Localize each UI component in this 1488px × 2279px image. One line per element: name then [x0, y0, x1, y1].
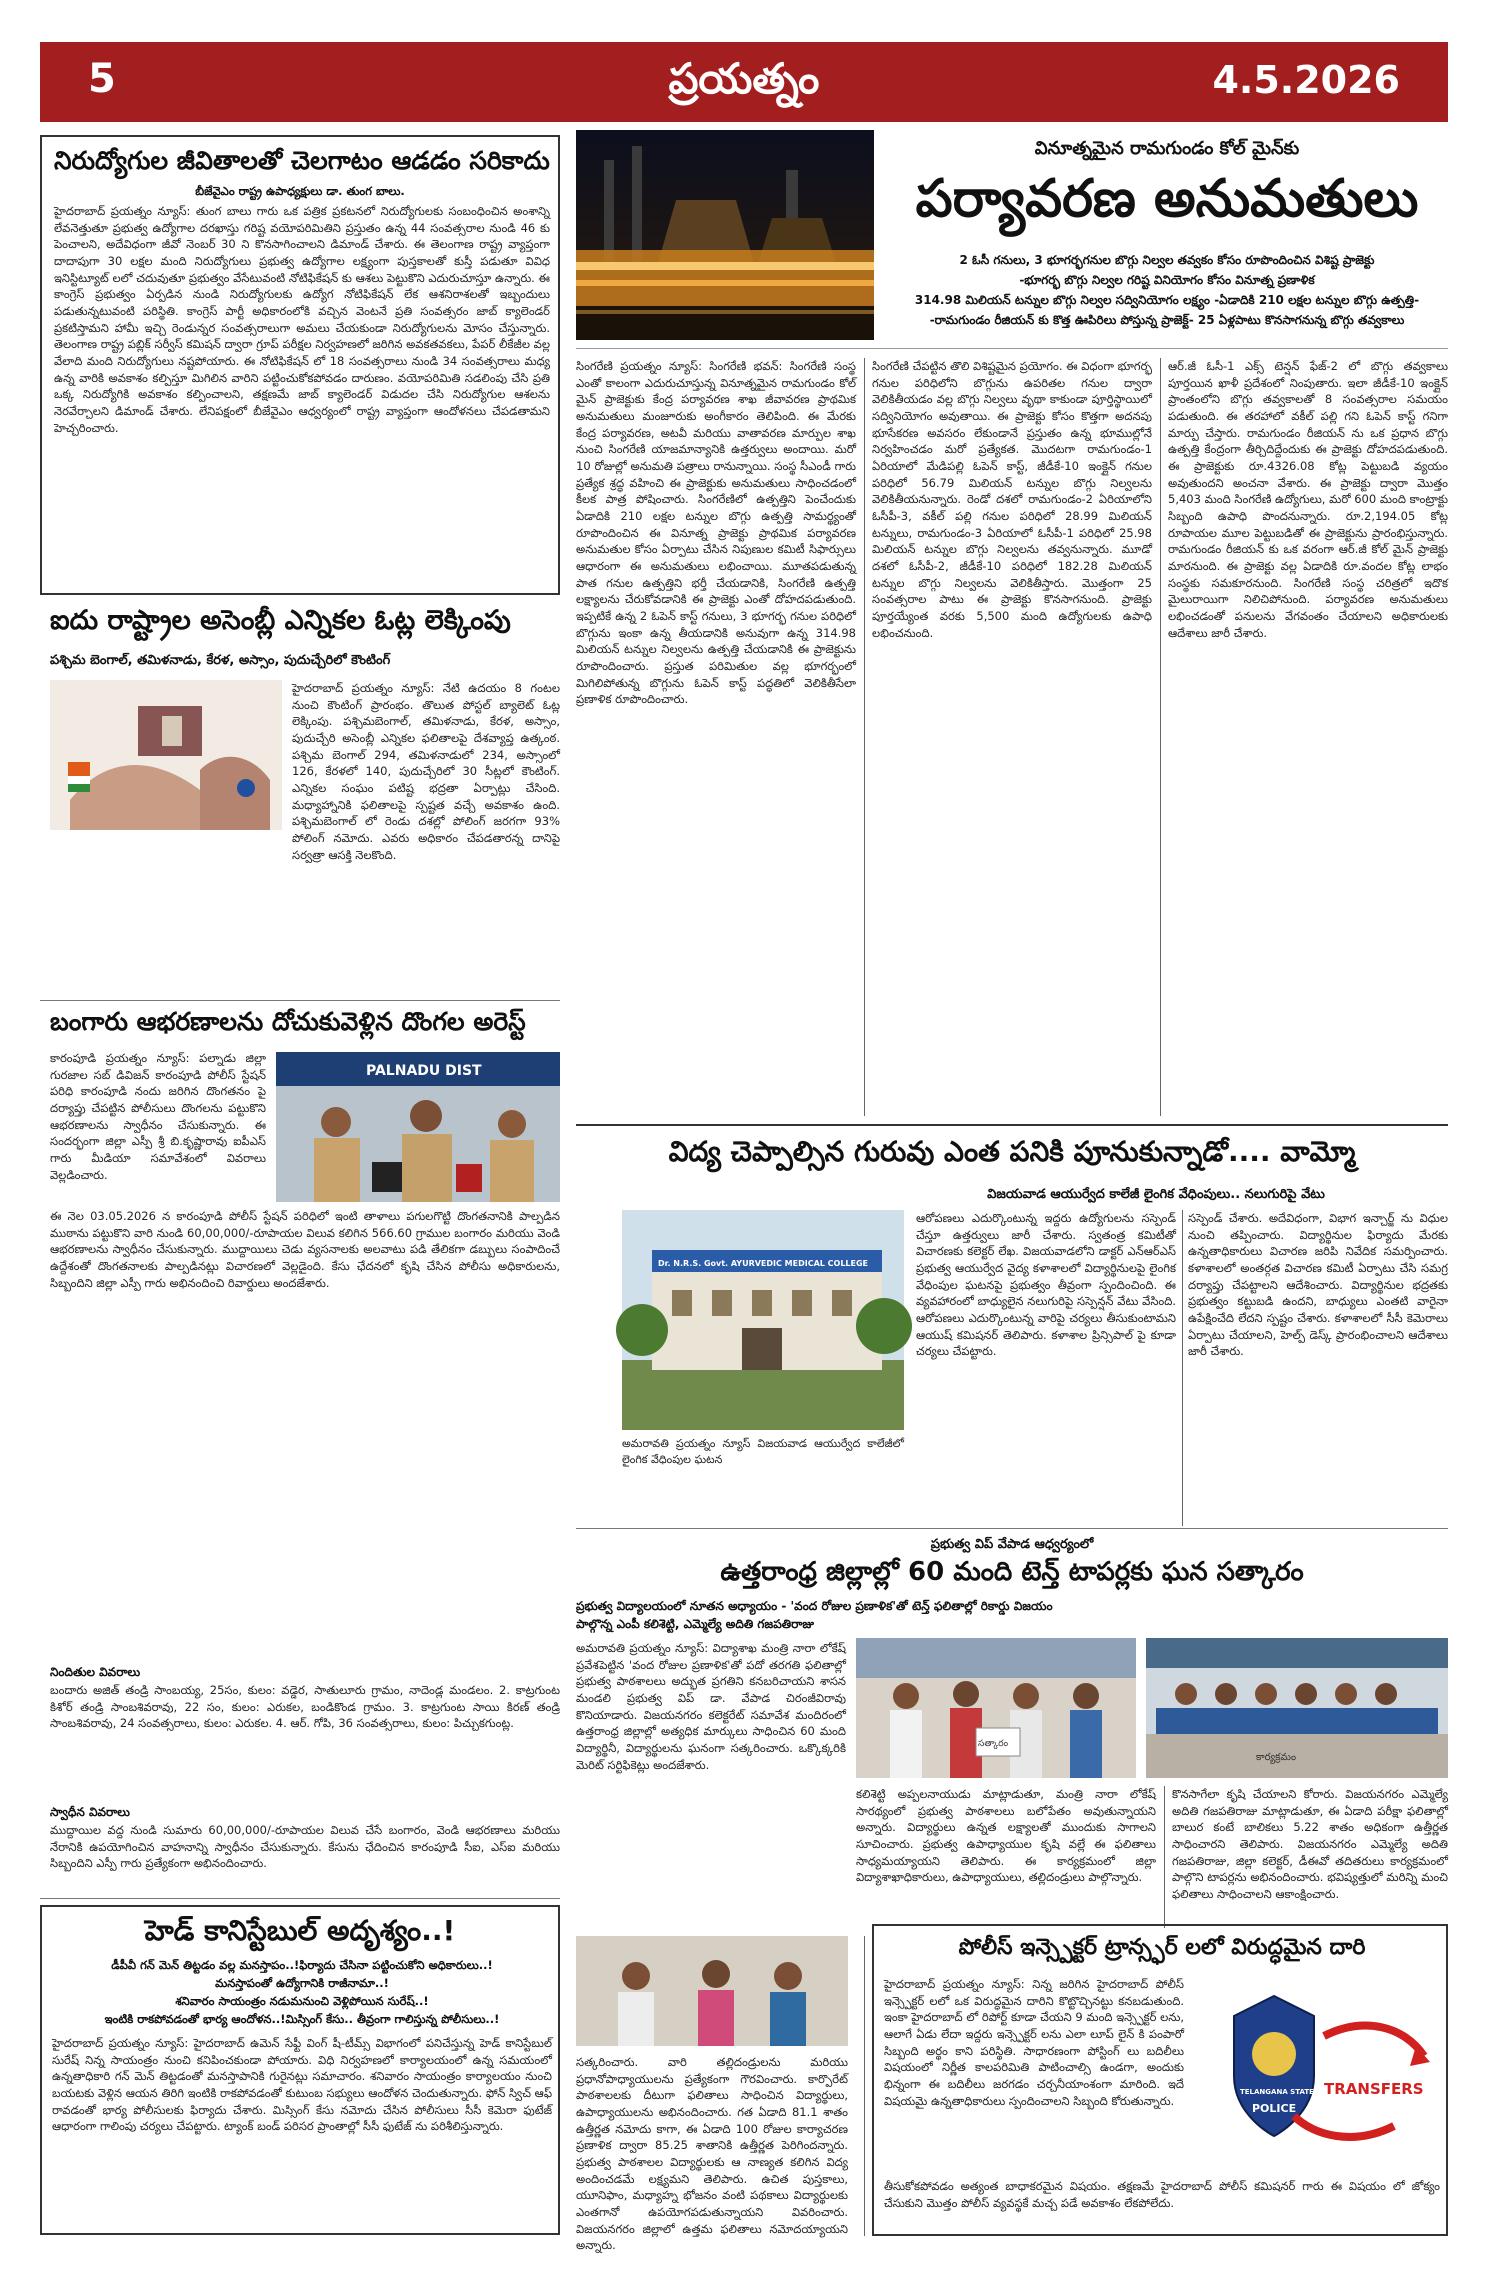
- transfers-tail: తీసుకోకపోవడం అత్యంత బాధాకరమైన విషయం. తక్షణమే హైదరాబాద్ పోలీస్ కమిషనర్ గారు ఈ విషయం లో జోక్యం చేసుకుని మొత్తం పోలీస్ వ్యవస్థకే మచ్చ పడే అవకాశం లేకపోలేదు.: [884, 2179, 1440, 2210]
- transfers-graphic-text: TRANSFERS: [1324, 2080, 1424, 2098]
- police-logo-state-text: TELANGANA STATE: [1240, 2088, 1314, 2096]
- toppers-deck2: పాల్గొన్న ఎంపీ కలిశెట్టి, ఎమ్మెల్యే అదితి గజపతిరాజు: [576, 1617, 814, 1631]
- column-rule: [864, 1936, 865, 2236]
- article-teacher-harassment: [576, 1130, 1448, 1530]
- coal-col1: సింగరేణి ప్రయత్నం న్యూస్: సింగరేణి భవన్: సింగరేణి సంస్థ ఎంతో కాలంగా ఎదురుచూస్తున్న వినూత్నమైన రామగుండం కోల్ మైన్ ప్రాజెక్టుకు కేంద్ర పర్యావరణ శాఖ జీవావరణ ప్రాథమిక అనుమతులు మంజూరుకు అంగీకారం తెలిపింది. ఈ మేరకు కేంద్ర పర్యావరణ, అటవీ మరియు వాతావరణ మార్పుల శాఖ నుంచి సింగరేణి యాజమాన్యానికి ఉత్తర్వులు అందాయి. మరో 10 రోజుల్లో అనుమతి పత్రాలు రానున్నాయి. సంస్థ సీఎండీ గారు ప్రత్యేక శ్రద్ధ వహించి ఈ ప్రాజెక్టుకు అనుమతులు సాధించడంలో కీలక పాత్ర పోషించారు. సింగరేణిలో ఉత్పత్తిని పెంచేందుకు ఏడాదికి 210 లక్షల టన్నుల బొగ్గు ఉత్పత్తి సామర్థ్యంతో రూపొందించిన ఈ వినూత్న ప్రాజెక్టు ప్రాథమిక పర్యావరణ అనుమతుల కోసం ఏర్పాటు చేసిన నిపుణుల కమిటీ సిఫార్సులు ఆధారంగా ఈ అనుమతులు లభించాయి. మూతపడుతున్న పాత గనుల ఉత్పత్తిని భర్తీ చేయడానికి, సింగరేణి ఉత్పత్తి లక్ష్యాలను చేరుకోవడానికి ఈ ప్రాజెక్టు ఎంతో దోహదపడుతుంది. ఇప్పటికే ఉన్న 2 ఓపెన్ కాస్ట్ గనులు, 3 భూగర్భ గనుల పరిధిలో బొగ్గును ఇంకా ఉన్న తీయడానికి అనువుగా ఉన్న 314.98 మిలియన్ టన్నుల నిల్వలను ఉత్పత్తి చేయడానికి ఈ ప్రాజెక్టును రూపొందించారు. ప్రస్తుత పరిమితుల వల్ల భూగర్భంలో మిగిలిపోతున్న బొగ్గును ఓపెన్ కాస్ట్ పద్ధతిలో వెలికితీసేలా ప్రణాళిక రూపొందించారు.: [576, 359, 856, 707]
- felicitation-photo-1: [856, 1638, 1136, 1778]
- article-elections-subtitle: పశ్చిమ బెంగాల్, తమిళనాడు, కేరళ, అస్సాం, పుదుచ్చేరిలో కౌంటింగ్: [50, 653, 391, 668]
- divider: [40, 1000, 560, 1001]
- divider: [40, 1898, 560, 1899]
- article-elections-body: హైదరాబాద్ ప్రయత్నం న్యూస్: నేటి ఉదయం 8 గంటల నుంచి కౌంటింగ్ ప్రారంభం. తొలుత పోస్టల్ బ్యాలెట్ ఓట్ల లెక్కింపు. పశ్చిమబెంగాల్, తమిళనాడు, కేరళ, అస్సాం, పుదుచ్చేరి అసెంబ్లీ ఎన్నికల ఫలితాలపై దేశవ్యాప్త ఉత్కంఠ. పశ్చిమ బెంగాల్ 294, తమిళనాడులో 234, అస్సాంలో 126, కేరళలో 140, పుదుచ్చేరిలో 30 సీట్లలో కౌంటింగ్. ఎన్నికల సంఘం పటిష్ట భద్రతా ఏర్పాట్లు చేసింది. మధ్యాహ్నానికి ఫలితాలపై స్పష్టత వచ్చే అవకాశం ఉంది. పశ్చిమబెంగాల్ లో రెండు దశల్లో పోలింగ్ జరగగా 93% పోలింగ్ నమోదు. ఎవరు అధికారం చేపడతారన్న దానిపై సర్వత్రా ఆసక్తి నెలకొంది.: [292, 681, 560, 862]
- coal-deck2: -భూగర్భ బొగ్గు నిల్వల గరిష్ట వినియోగం కోసం వినూత్న ప్రణాళిక: [1019, 273, 1315, 287]
- felicitation-photo-2-label: కార్యక్రమం: [1256, 1752, 1297, 1763]
- issue-date: 4.5.2026: [1212, 58, 1400, 102]
- police-logo-text: POLICE: [1252, 2102, 1297, 2115]
- accused-details: బందారు అజిత్ తండ్రి సాంబయ్య, 25సం, కులం: వడ్డెర, సాతులూరు గ్రామం, నాదెండ్ల మండలం. 2. కాట్రగుంట కిశోర్ తండ్రి సాంబశివరావు, 22 సం, కులం: ఎరుకల, బండికొండ గ్రామం. 3. కాట్రగుంట సాయి కిరణ్ తండ్రి సాంబశివరావు, 24 సంవత్సరాలు, కులం: ఎరుకల. 4. ఆర్. గోపి, 36 సంవత్సరాలు, కులం: పిచ్చుకగుంట్ల.: [50, 1683, 560, 1731]
- article-theft-body1: కారంపూడి ప్రయత్నం న్యూస్: పల్నాడు జిల్లా గురజాల సబ్ డివిజన్ కారంపూడి పోలీస్ స్టేషన్ పరిధి కారంపూడి నందు జరిగిన దొంగతనం పై దర్యాప్తు చేపట్టిన పోలీసులు దొంగలను పట్టుకొని ఆభరణాలను స్వాధీనం చేసుకున్నారు. ఈ సందర్భంగా జిల్లా ఎస్పీ శ్రీ బి.కృష్ణారావు ఐపీఎస్ గారు మీడియా సమావేశంలో వివరాలు వెల్లడించారు.: [50, 1051, 266, 1182]
- toppers-continued-text: సత్కరించారు. వారి తల్లిదండ్రులను మరియు ప్రధానోపాధ్యాయులను ప్రత్యేకంగా గౌరవించారు. కార్పొరేట్ పాఠశాలలకు దీటుగా ఫలితాలు సాధించిన విద్యార్థులు, ఉపాధ్యాయులను అభినందించారు. గత ఏడాది 81.1 శాతం ఉత్తీర్ణత నమోదు కాగా, ఈ ఏడాది 100 రోజుల కార్యాచరణ ప్రణాళిక ద్వారా 85.25 శాతానికి ఉత్తీర్ణత పెరిగిందన్నారు. ప్రభుత్వ పాఠశాలల విద్యార్థులకు ఆ నాణ్యత కలిగిన విద్య అందించడమే లక్ష్యమని తెలిపారు. ఉచిత పుస్తకాలు, యూనిఫాం, మధ్యాహ్న భోజనం వంటి పథకాలు విద్యార్థులకు ఎంతగానో ఉపయోగపడుతున్నాయని వివరించారు. విజయనగరం జిల్లాలో ఉత్తమ ఫలితాలు నమోదయ్యాయని అన్నారు.: [576, 2055, 848, 2253]
- harassment-col1: ఆరోపణలు ఎదుర్కొంటున్న ఇద్దరు ఉద్యోగులను సస్పెండ్ చేస్తూ ఉత్తర్వులు జారీ చేశారు. స్వతంత్ర కమిటీతో విచారణకు కలెక్టర్ లేఖ. విజయవాడలోని డాక్టర్ ఎన్ఆర్ఎస్ ప్రభుత్వ ఆయుర్వేద వైద్య కళాశాలలో విద్యార్థినులపై లైంగిక వేధింపుల ఘటనపై ప్రభుత్వం తీవ్రంగా స్పందించింది. ఈ వ్యవహారంలో బాధ్యులైన నలుగురిపై సస్పెన్షన్ వేటు వేసింది. ఆరోపణలు ఎదుర్కొంటున్న వారిపై చర్యలు తీసుకుంటామని ఆయుష్ కమిషనర్ తెలిపారు. కళాశాల ప్రిన్సిపాల్ పై కూడా చర్యలు చేపట్టారు.: [916, 1211, 1176, 1359]
- toppers-col3: కొనసాగేలా కృషి చేయాలని కోరారు. విజయనగరం ఎమ్మెల్యే అదితి గజపతిరాజు మాట్లాడుతూ, ఈ ఏడాది పరీక్షా ఫలితాల్లో బాలుర కంటే బాలికలు 5.22 శాతం అధికంగా ఉత్తీర్ణత సాధించారని తెలిపారు. విజయనగరం ఎమ్మెల్యే అదితి గజపతిరాజు, జిల్లా కలెక్టర్, డీఈవో తదితరులు కార్యక్రమంలో పాల్గొని టాపర్లను అభినందించారు. భవిష్యత్తులో మరిన్ని మంచి ఫలితాలు సాధించాలని ఆకాంక్షించారు.: [1172, 1787, 1448, 1902]
- article-tenth-toppers: [576, 1532, 1448, 1932]
- article-unemployed: [40, 135, 560, 595]
- coal-title: పర్యావరణ అనుమతులు: [915, 169, 1419, 229]
- recovery-title: స్వాధీన వివరాలు: [50, 1805, 130, 1819]
- coal-deck3: 314.98 మిలియన్ టన్నుల బొగ్గు నిల్వల సద్వినియోగం లక్ష్యం -ఏడాదికి 210 లక్షల టన్నుల బొగ్గు ఉత్పత్తి-: [914, 293, 1420, 307]
- article-theft-title: బంగారు ఆభరణాలను దోచుకువెళ్లిన దొంగల అరెస్ట్: [50, 1007, 526, 1036]
- article-theft-body2: ఈ నెల 03.05.2026 న కారంపూడి పోలీస్ స్టేషన్ పరిధిలో ఇంటి తాళాలు పగులగొట్టి దొంగతనానికి పాల్పడిన ముఠాను పట్టుకొని వారి నుండి 60,00,000/-రూపాయల విలువ కలిగిన 566.60 గ్రాముల బంగారం మరియు వెండి ఆభరణాలను స్వాధీనం చేసుకున్నారు. ముద్దాయిలు చెడు వ్యసనాలకు అలవాటు పడి తేలికగా డబ్బులు సంపాదించే ఉద్దేశంతో దొంగతనాలకు పాల్పడినట్లు విచారణలో వెల్లడైంది. కేసు ఛేదనలో కృషి చేసిన పోలీసు అధికారులను, సిబ్బందిని జిల్లా ఎస్పీ గారు అభినందించి రివార్డులు అందజేశారు.: [50, 1209, 560, 1290]
- transfers-title: పోలీస్ ఇన్స్పెక్టర్ ట్రాన్స్ఫర్ లలో విరుద్ధమైన దారి: [958, 1935, 1366, 1960]
- missing-deck3: శనివారం సాయంత్రం నడుమనుంచి వెళ్లిపోయిన సురేష్..!: [175, 1994, 429, 2008]
- toppers-title: ఉత్తరాంధ్ర జిల్లాల్లో 60 మంది టెన్త్ టాపర్లకు ఘన సత్కారం: [720, 1557, 1304, 1587]
- newspaper-name: ప్రయత్నం: [668, 54, 820, 103]
- divider: [576, 348, 1448, 349]
- missing-deck4: ఇంటికి రాకపోవడంతో భార్య ఆందోళన..!మిస్సింగ్ కేసు.. తీవ్రంగా గాలిస్తున్న పోలీసులు..!: [104, 2012, 500, 2026]
- coal-col2: సింగరేణి చేపట్టిన తొలి విశిష్టమైన ప్రయోగం. ఈ విధంగా భూగర్భ గనుల పరిధిలోని బొగ్గును ఉపరితల గనుల ద్వారా వెలికితీయడం వల్ల బొగ్గు నిల్వలు వృథా కాకుండా పూర్తిస్థాయిలో సద్వినియోగం అవుతాయి. ఈ ప్రాజెక్టు కోసం కొత్తగా అదనపు భూసేకరణ అవసరం లేకుండానే ప్రస్తుతం ఉన్న భూముల్లోనే నిర్వహించడం మరో ప్రత్యేకత. మొదటగా రామగుండం-1 ఏరియాలో మేడిపల్లి ఓపెన్ కాస్ట్, జీడీకే-10 ఇంక్లైన్ గనుల పరిధిలో 56.79 మిలియన్ టన్నుల బొగ్గు నిల్వలను వెలికితీయనున్నారు. రెండో దశలో రామగుండం-2 ఏరియాలోని ఓసీపీ-3, వకీల్ పల్లి గనుల పరిధిలో 28.99 మిలియన్ టన్నులు, రామగుండం-3 ఏరియాలో ఓసీపీ-1 పరిధిలో 25.98 మిలియన్ టన్నుల బొగ్గు నిల్వలను తవ్వనున్నారు. మూడో దశలో ఓసీపీ-2, జీడీకే-10 పరిధిలో 182.28 మిలియన్ టన్నుల బొగ్గు నిల్వలను వెలికితీస్తారు. మొత్తంగా 25 సంవత్సరాల పాటు ఈ ప్రాజెక్టు కొనసాగనుంది. ప్రాజెక్టు పూర్తయ్యేంత వరకు 5,500 మంది ఉద్యోగులకు ఉపాధి లభించనుంది.: [872, 359, 1152, 640]
- article-elections-title: ఐదు రాష్ట్రాల అసెంబ్లీ ఎన్నికల ఓట్ల లెక్కింపు: [50, 605, 511, 636]
- masthead: [40, 42, 1448, 122]
- toppers-col2: కలిశెట్టి అప్పలనాయుడు మాట్లాడుతూ, మంత్రి నారా లోకేష్ సారథ్యంలో ప్రభుత్వ పాఠశాలలు బలోపేతం అవుతున్నాయని అన్నారు. విద్యార్థులు ఉన్నత లక్ష్యాలతో ముందుకు సాగాలని సూచించారు. ప్రభుత్వ ఉపాధ్యాయుల కృషి వల్లే ఈ ఫలితాలు సాధ్యమయ్యాయని తెలిపారు. ఈ కార్యక్రమంలో జిల్లా విద్యాశాఖాధికారులు, ఉపాధ్యాయులు, తల్లిదండ్రులు పాల్గొన్నారు.: [856, 1787, 1156, 1885]
- power-plant-photo: [576, 130, 874, 340]
- article-missing-constable: [40, 1905, 560, 2235]
- article-police-transfers: [872, 1924, 1448, 2236]
- article-coal-mine: [576, 130, 1448, 1120]
- divider: [576, 1528, 1448, 1529]
- coal-col3: ఆర్.జీ ఓసీ-1 ఎక్స్ టెన్షన్ ఫేజ్-2 లో బొగ్గు తవ్వకాలు పూర్తయిన ఖాళీ ప్రదేశంలో నింపుతారు. ఇలా జీడీకే-10 ఇంక్లైన్ ప్రాంతంలోని బొగ్గు తవ్వకాలతో 8 సంవత్సరాల సమయం పడుతుంది. ఈ తరహాలో వకీల్ పల్లి గని ఓపెన్ కాస్ట్ గనిగా మార్పు చేస్తారు. రామగుండం రీజియన్ ను ఒక ప్రధాన బొగ్గు ఉత్పత్తి కేంద్రంగా తీర్చిదిద్దేందుకు ఈ ప్రాజెక్టు దోహదపడుతుంది. ఈ ప్రాజెక్టుకు రూ.4326.08 కోట్ల పెట్టుబడి వ్యయం అవుతుందని అంచనా వేశారు. ఈ ప్రాజెక్టు ద్వారా మొత్తం 5,403 మంది సింగరేణి ఉద్యోగులు, మరో 600 మంది కాంట్రాక్టు సిబ్బంది ఉపాధి పొందనున్నారు. రూ.2,194.05 కోట్ల రూపాయల మూల పెట్టుబడితో ఈ ప్రాజెక్టును ప్రారంభిస్తున్నారు. రామగుండం రీజియన్ కు ఒక వరంగా ఆర్.జీ కోల్ మైన్ ప్రాజెక్టు మారనుంది. ఈ ప్రాజెక్టు వల్ల ఏడాదికి రూ.వందల కోట్ల లాభం సంస్థకు సమకూరనుంది. సింగరేణి సంస్థ చరిత్రలో ఇదొక మైలురాయిగా నిలిచిపోనుంది. పర్యావరణ అనుమతులు లభించడంతో పనులను వేగవంతం చేయాలని అధికారులకు ఆదేశాలు జారీ చేశారు.: [1168, 359, 1448, 640]
- photo-banner-text: PALNADU DIST: [366, 1063, 482, 1079]
- harassment-title: విద్య చెప్పాల్సిన గురువు ఎంత పనికి పూనుకున్నాడో.... వామ్మో: [668, 1135, 1356, 1168]
- coal-kicker: వినూత్నమైన రామగుండం కోల్ మైన్‌కు: [1034, 138, 1300, 159]
- article-elections: [40, 602, 560, 1002]
- ceremony-photo: [576, 1936, 848, 2046]
- divider: [576, 1124, 1448, 1126]
- missing-constable-title: హెడ్ కానిస్టేబుల్ అదృశ్యం..!: [144, 1914, 456, 1947]
- harassment-subtitle: విజయవాడ ఆయుర్వేద కాలేజీ లైంగిక వేధింపులు.. నలుగురిపై వేటు: [987, 1187, 1325, 1202]
- article-theft-arrest: [40, 1004, 560, 1900]
- toppers-col1: అమరావతి ప్రయత్నం న్యూస్: విద్యాశాఖ మంత్రి నారా లోకేష్ ప్రవేశపెట్టిన 'వంద రోజుల ప్రణాళిక'తో పదో తరగతి ఫలితాల్లో ప్రభుత్వ పాఠశాలలు అద్భుత ప్రగతిని కనబరిచాయని శాసన మండలి ప్రభుత్వ విప్ డా. వేపాడ చిరంజీవిరావు కొనియాడారు. విజయనగరం కలెక్టరేట్ సమావేశ మందిరంలో ఉత్తరాంధ్ర జిల్లాల్లో అత్యధిక మార్కులు సాధించిన 60 మంది విద్యార్థినీ, విద్యార్థులను ఘనంగా సత్కరించారు. ఒక్కొక్కరికి మెరిట్ సర్టిఫికెట్లు అందజేశారు.: [576, 1641, 846, 1772]
- college-photo: [622, 1210, 904, 1430]
- police-press-photo: [276, 1052, 560, 1202]
- toppers-kicker: ప్రభుత్వ విప్ వేపాడ ఆధ్వర్యంలో: [930, 1537, 1094, 1552]
- column-rule: [1160, 358, 1161, 1116]
- felicitation-photo-1-label: సత్కారం: [978, 1739, 1009, 1749]
- felicitation-photo-2: [1146, 1638, 1448, 1778]
- transfers-body: హైదరాబాద్ ప్రయత్నం న్యూస్: నిన్న జరిగిన హైదరాబాద్ పోలీస్ ఇన్స్పెక్టర్ లలో ఒక విరుద్ధమైన దారిని కొట్టొచ్చినట్టు కనబడుతుంది. ఇంకా హైదరాబాద్ లో రిపోర్ట్ కూడా చేయని 9 మంది ఇన్స్పెక్టర్ లను, ఆలాగే ఏడు లేదా ఇద్దరు ఇన్స్పెక్టర్ లను ఎలా లూప్ లైన్ కి పంపారో సిబ్బంది అర్థం కాని పరిస్థితి. సాధారణంగా పోస్టింగ్ లు బదిలీలు విషయంలో నిర్ణీత కాలపరిమితి పాటించాల్సి ఉండగా, అందుకు భిన్నంగా ఈ బదిలీలు జరగడం చర్చనీయాంశంగా మారింది. ఇదే విషయమై ఉన్నతాధికారులు స్పందించాలని సిబ్బంది కోరుతున్నారు.: [884, 1977, 1184, 2108]
- police-transfers-graphic: [1194, 1976, 1440, 2172]
- coal-deck4: -రామగుండం రీజియన్ కు కొత్త ఊపిరిలు పోస్తున్న ప్రాజెక్ట్- 25 ఏళ్లపాటు కొనసాగనున్న బొగ్గు తవ్వకాలు: [929, 313, 1405, 327]
- missing-deck1: డీపీవీ గన్ మెన్ తిట్టడం వల్ల మనస్తాపం..!ఫిర్యాదు చేసినా పట్టించుకోని అధికారులు..!: [111, 1958, 493, 1972]
- college-photo-caption: అమరావతి ప్రయత్నం న్యూస్ విజయవాడ ఆయుర్వేద కాలేజీలో లైంగిక వేధింపుల ఘటన: [622, 1437, 904, 1466]
- coal-deck1: 2 ఓసీ గనులు, 3 భూగర్భగనుల బొగ్గు నిల్వల తవ్వకం కోసం రూపొందించిన విశిష్ట ప్రాజెక్టు: [959, 253, 1375, 267]
- column-rule: [1182, 1210, 1183, 1526]
- harassment-col2: సస్పెండ్ చేశారు. అదేవిధంగా, విభాగ ఇన్చార్జ్ ను విధుల నుంచి తప్పించారు. విద్యార్థినుల ఫిర్యాదు మేరకు ఉన్నతాధికారులు విచారణ జరిపి నివేదిక సమర్పించారు. కళాశాలలో అంతర్గత విచారణ కమిటీ ఏర్పాటు చేసి సమగ్ర దర్యాప్తు చేపట్టాలని ఆదేశించారు. విద్యార్థినుల భద్రతకు ప్రభుత్వం కట్టుబడి ఉందని, బాధ్యులు ఎంతటి వారైనా ఉపేక్షించేది లేదని స్పష్టం చేశారు. కళాశాలలో సీసీ కెమెరాలు ఏర్పాటు చేయాలని, హెల్ప్ డెస్క్ ప్రారంభించాలని ఆదేశాలు జారీ చేశారు.: [1188, 1211, 1448, 1359]
- article-toppers-continued: [576, 1936, 864, 2253]
- column-rule: [864, 358, 865, 1116]
- accused-details-title: నిందితుల వివరాలు: [50, 1665, 141, 1679]
- missing-constable-body: హైదరాబాద్ ప్రయత్నం న్యూస్: హైదరాబాద్ ఉమెన్ సేఫ్టీ వింగ్ షీ-టీమ్స్ విభాగంలో పనిచేస్తున్న హెడ్ కానిస్టేబుల్ సురేష్ నిన్న సాయంత్రం నుంచి కనిపించకుండా పోయారు. విధి నిర్వహణలో కార్యాలయంలో ఉన్న సమయంలో ఉన్నతాధికారి గన్ మెన్ తిట్టడంతో మనస్తాపానికి గురైనట్లు సమాచారం. శనివారం సాయంత్రం కార్యాలయం నుంచి బయటకు వెళ్లిన ఆయన తిరిగి ఇంటికి రాకపోవడంతో కుటుంబ సభ్యులు ఆందోళన చెందుతున్నారు. ఫోన్ స్విచ్ ఆఫ్ రావడంతో భార్య పోలీసులకు ఫిర్యాదు చేశారు. మిస్సింగ్ కేసు నమోదు చేసిన పోలీసులు సీసీ కెమెరా ఫుటేజ్ ఆధారంగా గాలింపు చర్యలు చేపట్టారు. ట్యాంక్ బండ్ పరిసర ప్రాంతాల్లో సీసీ ఫుటేజ్ ను పరిశీలిస్తున్నారు.: [52, 2036, 552, 2134]
- article-unemployed-title: నిరుద్యోగుల జీవితాలతో చెలగాటం ఆడడం సరికాదు: [54, 146, 550, 175]
- column-rule: [1164, 1786, 1165, 1928]
- article-unemployed-body: హైదరాబాద్ ప్రయత్నం న్యూస్: తుంగ బాలు గారు ఒక పత్రిక ప్రకటనలో నిరుద్యోగులకు సంబంధించిన అంశాన్ని లేవనెత్తుతూ ప్రభుత్వ ఉద్యోగాల దరఖాస్తు గరిష్ట వయోపరిమితిని ప్రస్తుతం ఉన్న 44 సంవత్సరాల నుండి 46 కు పెంచాలని, అదేవిధంగా జీవో నెంబర్ 30 ని కొనసాగించాలని డిమాండ్ చేశారు. ఈ తెలంగాణ రాష్ట్ర వ్యాప్తంగా దాదాపుగా 30 లక్షల మంది నిరుద్యోగులు ప్రభుత్వ ఉద్యోగాల లక్ష్యంగా పుస్తకాలతో కుస్తీ పడుతూ వివిధ ఇనిస్టిట్యూట్ లలో చదువుతూ ప్రభుత్వం వేసేటువంటి నోటిఫికేషన్ కు ఆశలు పెట్టుకొని ఎదురుచూస్తూ ఉన్నారు. ఈ కాంగ్రెస్ ప్రభుత్వం ఏర్పడిన నుండి నిరుద్యోగులకు ఉద్యోగ నోటిఫికేషన్ లేక ఆశనిరాశలతో ఇబ్బందులు పడుతున్నటువంటి పరిస్థితి. కాంగ్రెస్ పార్టీ అధికారంలోకి వచ్చిన వెంటనే ప్రతి సంవత్సరం జాబ్ క్యాలెండర్ ప్రకటిస్తామని హామీ ఇచ్చి రెండున్నర సంవత్సరాలుగా అమలు చేయకుండా నిరుద్యోగులను మోసం చేస్తున్నారు. తెలంగాణ రాష్ట్ర పబ్లిక్ సర్వీస్ కమిషన్ ద్వారా గ్రూప్ పరీక్షల నిర్వహణలో జరిగిన అవకతవకలు, పేపర్ లీకేజీల వల్ల వేలాది మంది నిరుద్యోగులు నష్టపోయారు. ఈ నోటిఫికేషన్ లో 18 సంవత్సరాలు నుండి 34 సంవత్సరాలు మధ్య ఉన్న వారికి అవకాశం కల్పిస్తూ మిగిలిన వారిని పట్టించుకోకపోవడం దారుణం. వయోపరిమితి సడలింపు చేసి ప్రతి ఒక్క నిరుద్యోగికి అవకాశం కల్పించాలని, తక్షణమే జాబ్ క్యాలెండర్ విడుదల చేసి నిరుద్యోగుల ఆశలను నెరవేర్చాలని డిమాండ్ చేశారు. లేనిపక్షంలో బీజేవైఎం ఆధ్వర్యంలో రాష్ట్ర వ్యాప్తంగా ఆందోళనలు చేపడతామని హెచ్చరించారు.: [54, 204, 550, 435]
- toppers-deck1: ప్రభుత్వ విద్యాలయంలో నూతన అధ్యాయం - 'వంద రోజుల ప్రణాళిక'తో టెన్త్ ఫలితాల్లో రికార్డు విజయం: [576, 1599, 1053, 1613]
- recovery-details: ముద్దాయిల వద్ద నుండి సుమారు 60,00,000/-రూపాయల విలువ చేసే బంగారం, వెండి ఆభరణాలు మరియు నేరానికి ఉపయోగించిన వాహనాన్ని స్వాధీనం చేసుకున్నారు. కేసును ఛేదించిన కారంపూడి సీఐ, ఎస్ఐ మరియు సిబ్బందిని ఎస్పీ గారు ప్రత్యేకంగా అభినందించారు.: [50, 1823, 560, 1871]
- article-unemployed-byline: బీజేవైఎం రాష్ట్ర ఉపాధ్యక్షులు డా. తుంగ బాలు.: [195, 184, 405, 198]
- page-number: 5: [88, 56, 116, 102]
- voting-photo: [50, 680, 282, 830]
- college-sign-text: Dr. N.R.S. Govt. AYURVEDIC MEDICAL COLLEGE: [658, 1259, 869, 1268]
- missing-deck2: మనస్తాపంతో ఉద్యోగానికి రాజీనామా..!: [215, 1976, 389, 1990]
